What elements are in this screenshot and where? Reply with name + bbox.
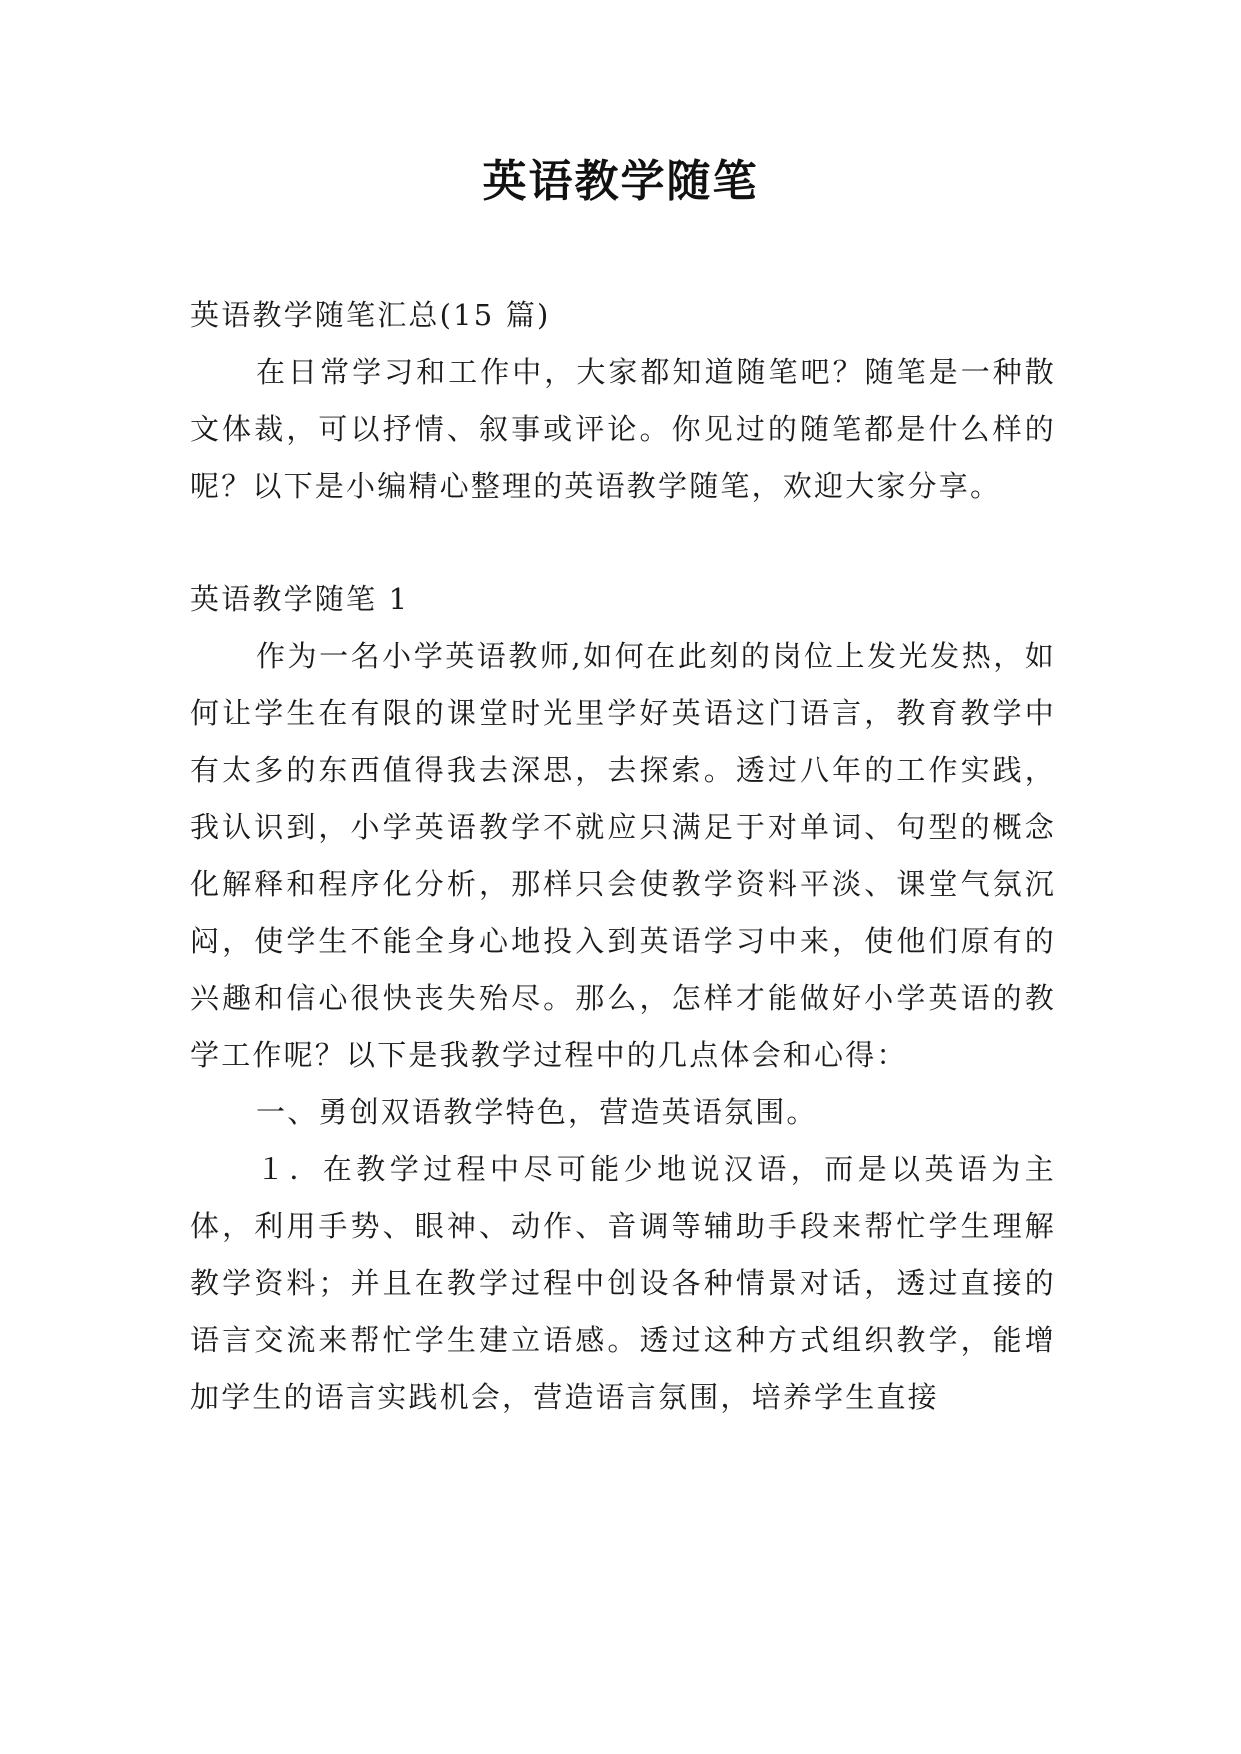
document-subtitle: 英语教学随笔汇总(15 篇) [190,298,551,332]
section-heading: 英语教学随笔 1 [190,582,410,616]
intro-paragraph: 在日常学习和工作中，大家都知道随笔吧？随笔是一种散文体裁，可以抒情、叙事或评论。你见过的随笔都是什么样的呢？以下是小编精心整理的英语教学随笔，欢迎大家分享。 [190,355,1056,503]
document-body [190,287,1056,1426]
body-paragraph: 作为一名小学英语教师,如何在此刻的岗位上发光发热，如何让学生在有限的课堂时光里学好英语这门语言，教育教学中有太多的东西值得我去深思，去探索。透过八年的工作实践，我认识到，小学英语教学不就应只满足于对单词、句型的概念化解释和程序化分析，那样只会使教学资料平淡、课堂气氛沉闷，使学生不能全身心地投入到英语学习中来，使他们原有的兴趣和信心很快丧失殆尽。那么，怎样才能做好小学英语的教学工作呢？以下是我教学过程中的几点体会和心得： [190,639,1056,1072]
section-spacer [190,515,1056,571]
numbered-item: １．在教学过程中尽可能少地说汉语，而是以英语为主体，利用手势、眼神、动作、音调等辅助手段来帮忙学生理解教学资料；并且在教学过程中创设各种情景对话，透过直接的语言交流来帮忙学生建立语感。透过这种方式组织教学，能增加学生的语言实践机会，营造语言氛围，培养学生直接 [190,1152,1056,1414]
document-title: 英语教学随笔 [482,156,759,207]
point-heading: 一、勇创双语教学特色，营造英语氛围。 [256,1095,818,1129]
